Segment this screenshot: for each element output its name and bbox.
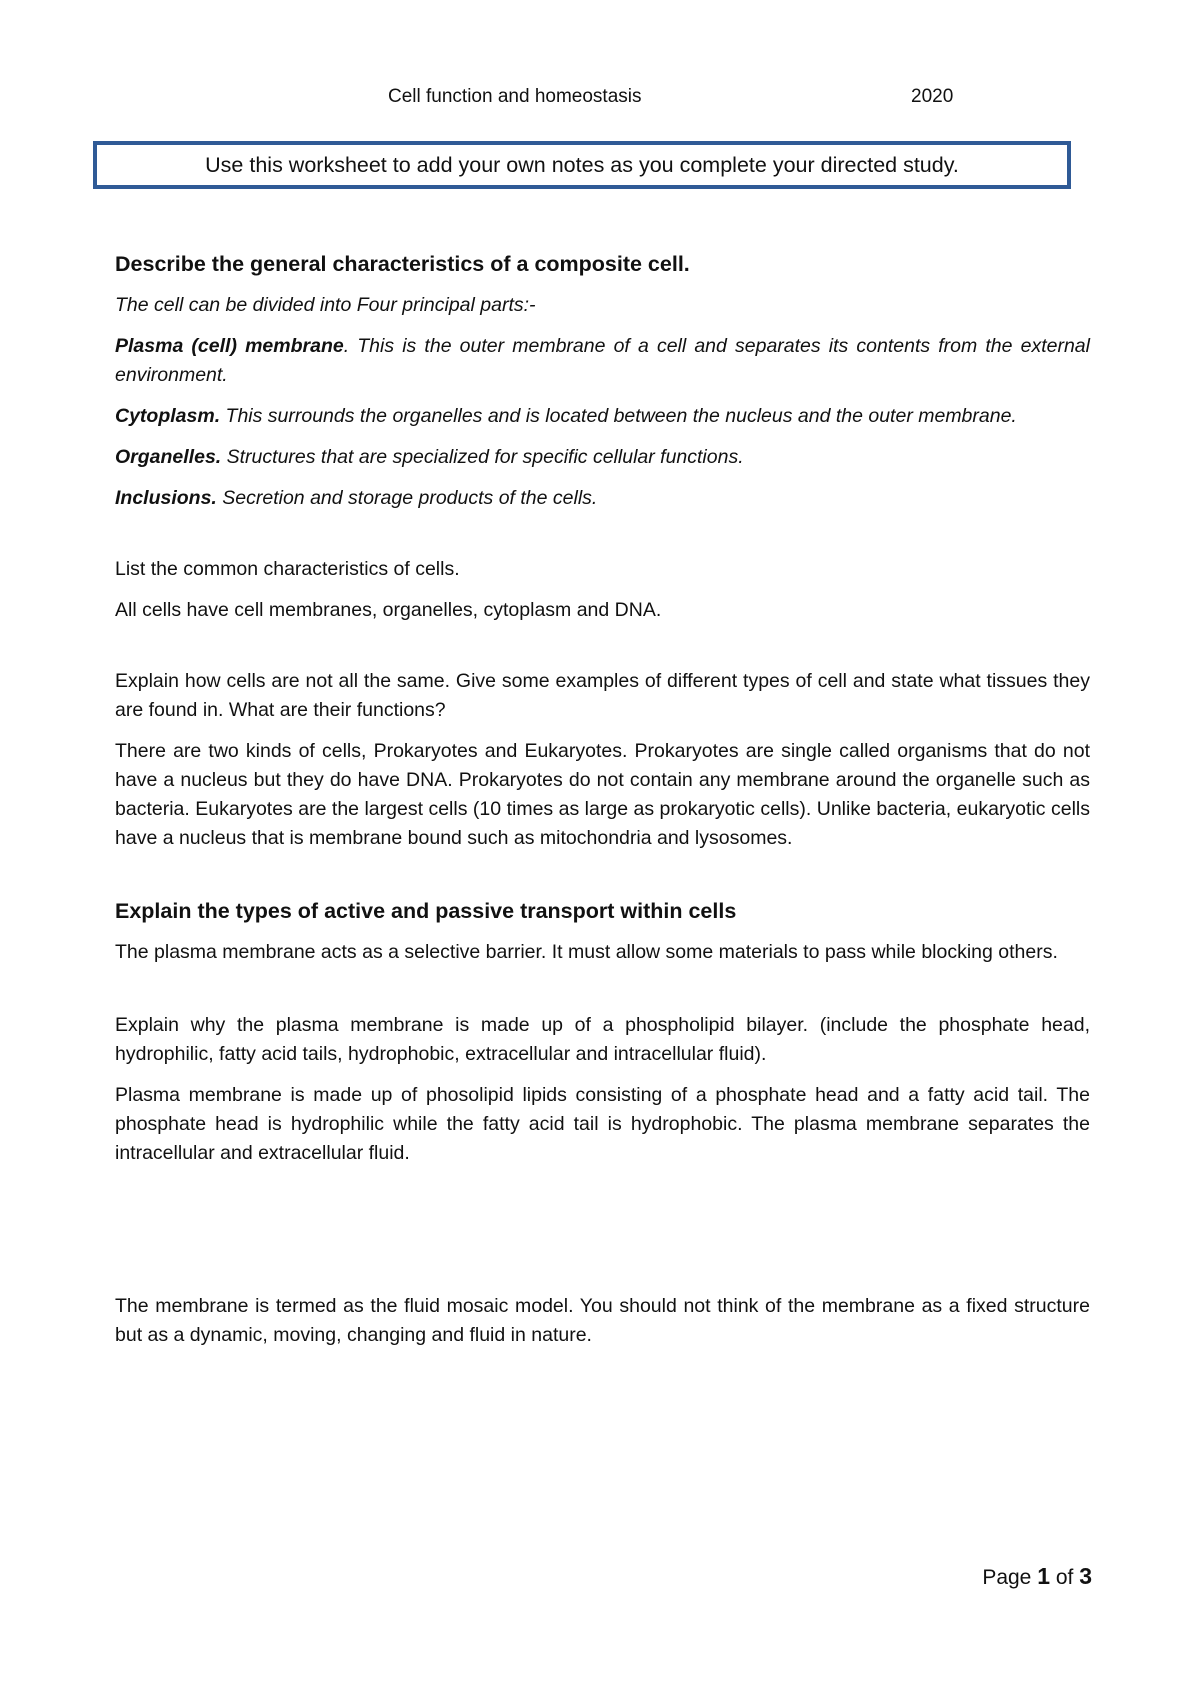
notice-text: Use this worksheet to add your own notes as you complete your directed study. bbox=[205, 152, 959, 177]
list-item-plasma-membrane bbox=[115, 332, 1090, 390]
list-item-cytoplasm bbox=[115, 402, 1090, 431]
of-word: of bbox=[1055, 1566, 1074, 1589]
list-item-inclusions bbox=[115, 484, 1090, 513]
section1-intro: The cell can be divided into Four principal parts:- bbox=[115, 294, 536, 316]
notice-box bbox=[93, 141, 1071, 189]
page-header bbox=[0, 86, 1200, 112]
page-number bbox=[982, 1563, 1092, 1590]
def-plasma-membrane: . This is the outer membrane of a cell and separates its contents from the external environment. bbox=[115, 335, 1090, 386]
page-word: Page bbox=[982, 1566, 1032, 1589]
section2-question: List the common characteristics of cells. bbox=[115, 558, 460, 580]
term-organelles: Organelles. bbox=[115, 446, 222, 468]
section4-text: The plasma membrane acts as a selective barrier. It must allow some materials to pass while blocking others. bbox=[115, 941, 1058, 963]
term-plasma-membrane: Plasma (cell) membrane bbox=[115, 335, 344, 357]
section3-question: Explain how cells are not all the same. Give some examples of different types of cell and state what tissues they are found in. What are their functions? bbox=[115, 670, 1090, 721]
section1-heading: Describe the general characteristics of a composite cell. bbox=[115, 252, 690, 276]
term-cytoplasm: Cytoplasm. bbox=[115, 405, 221, 427]
section5-answer: Plasma membrane is made up of phosolipid lipids consisting of a phosphate head and a fatty acid tail. The phosphate head is hydrophilic while the fatty acid tail is hydrophobic. The plasma membrane separates the intracellular and extracellular fluid. bbox=[115, 1084, 1090, 1164]
def-organelles: Structures that are specialized for specific cellular functions. bbox=[221, 446, 744, 468]
section6-text: The membrane is termed as the fluid mosaic model. You should not think of the membrane as a fixed structure but as a dynamic, moving, changing and fluid in nature. bbox=[115, 1295, 1090, 1346]
document-body bbox=[115, 250, 1090, 1350]
header-title: Cell function and homeostasis bbox=[388, 86, 642, 107]
page-total: 3 bbox=[1079, 1563, 1092, 1589]
def-cytoplasm: This surrounds the organelles and is located between the nucleus and the outer membrane. bbox=[220, 405, 1017, 427]
section4-heading: Explain the types of active and passive transport within cells bbox=[115, 899, 737, 923]
section5-question: Explain why the plasma membrane is made up of a phospholipid bilayer. (include the phosphate head, hydrophilic, fatty acid tails, hydrophobic, extracellular and intracellular fluid). bbox=[115, 1014, 1090, 1065]
term-inclusions: Inclusions. bbox=[115, 487, 217, 509]
header-year: 2020 bbox=[911, 86, 954, 107]
section2-answer: All cells have cell membranes, organelles, cytoplasm and DNA. bbox=[115, 599, 662, 621]
section3-answer: There are two kinds of cells, Prokaryotes and Eukaryotes. Prokaryotes are single called organisms that do not have a nucleus but they do have DNA. Prokaryotes do not contain any membrane around the organelle such as bacteria. Eukaryotes are the largest cells (10 times as large as prokaryotic cells). Unlike bacteria, eukaryotic cells have a nucleus that is membrane bound such as mitochondria and lysosomes. bbox=[115, 740, 1090, 849]
def-inclusions: Secretion and storage products of the cells. bbox=[216, 487, 598, 509]
page-current: 1 bbox=[1037, 1563, 1050, 1589]
list-item-organelles bbox=[115, 443, 1090, 472]
